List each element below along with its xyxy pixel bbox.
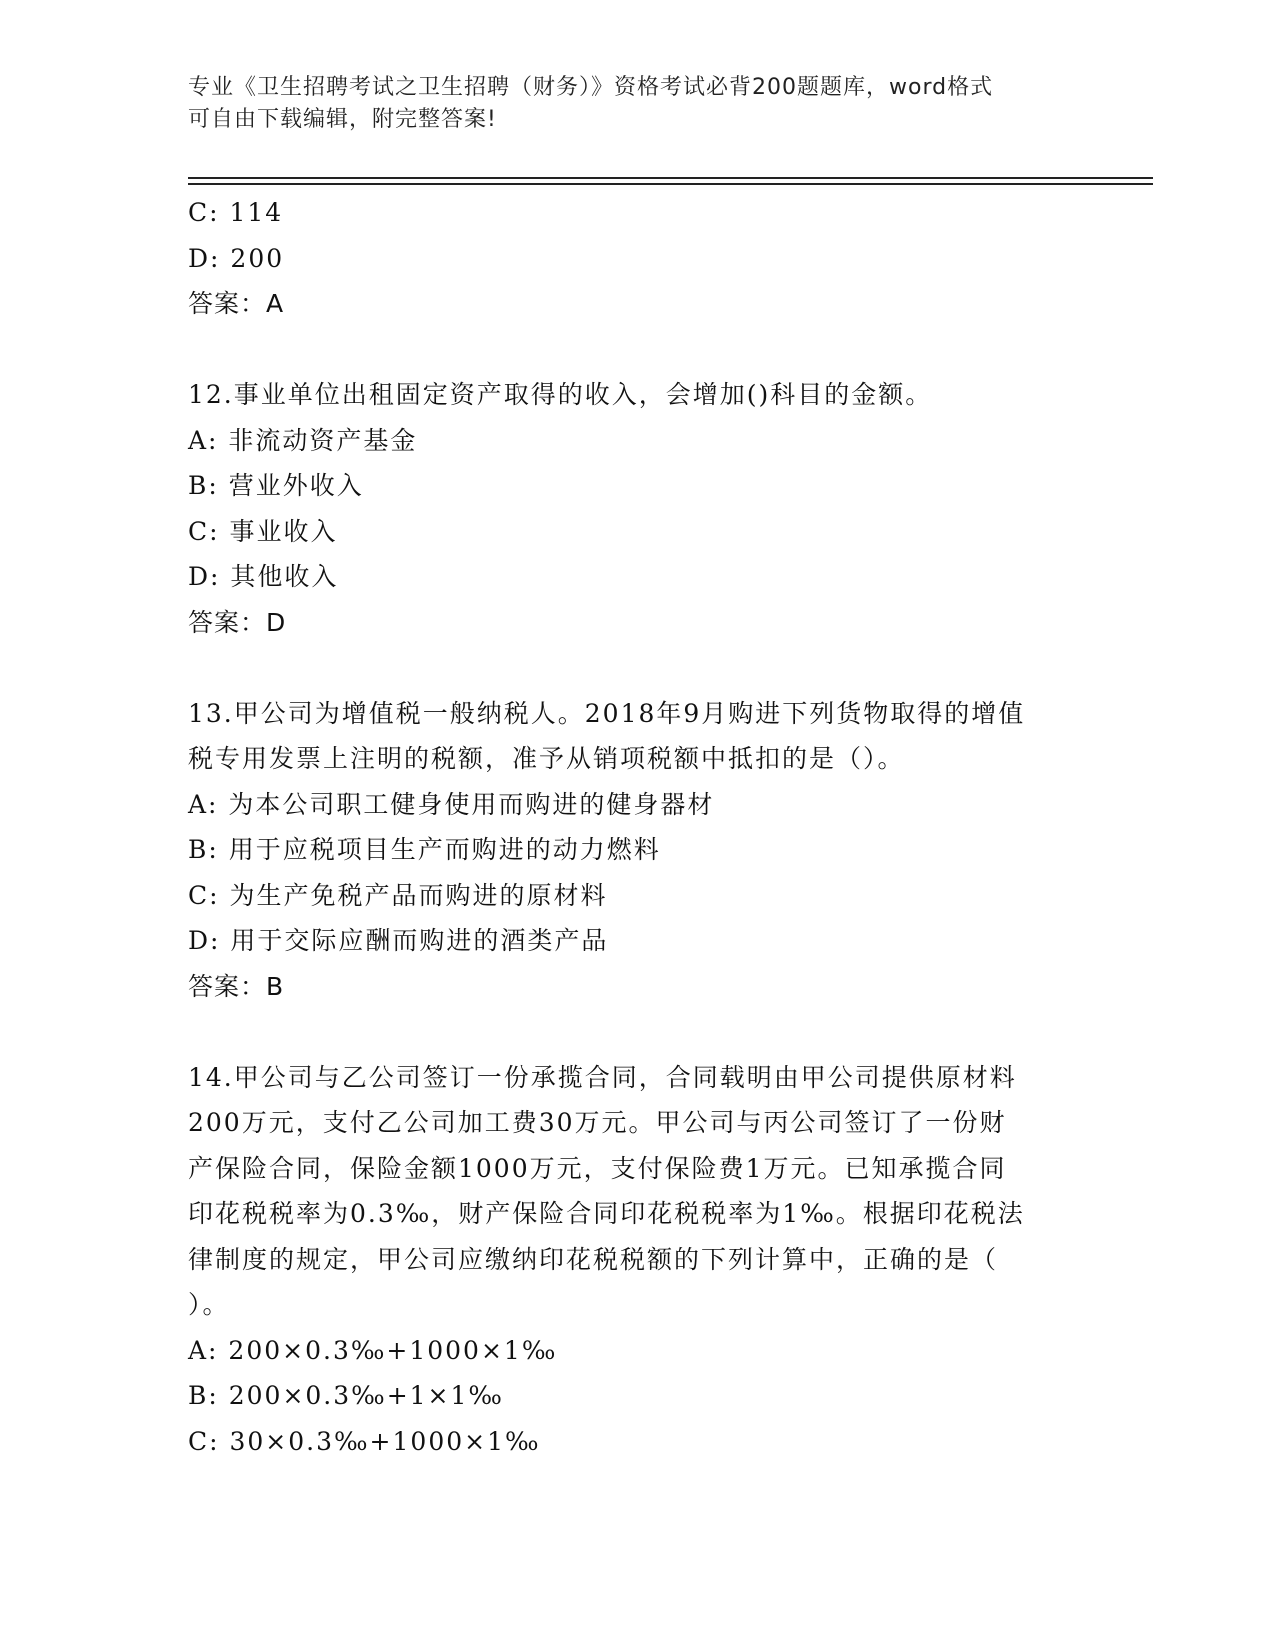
document-body [188,190,1088,1464]
option-d: D: 用于交际应酬而购进的酒类产品 [188,926,609,955]
option-a: A: 为本公司职工健身使用而购进的健身器材 [188,789,715,819]
question-text-line-3: 产保险合同，保险金额1000万元，支付保险费1万元。已知承揽合同 [188,1153,1007,1183]
question-14 [188,1055,1088,1465]
option-b: B: 营业外收入 [188,471,364,500]
question-text-line-6: ）。 [188,1290,230,1319]
option-c: C: 为生产免税产品而购进的原材料 [188,880,608,910]
question-12 [188,372,1088,645]
question-text-line-4: 印花税税率为0.3‰，财产保险合同印花税税率为1‰。根据印花税法 [188,1199,1025,1228]
document-header [188,72,1088,136]
option-c: C: 30×0.3‰+1000×1‰ [188,1426,541,1456]
option-c: C: 事业收入 [188,516,338,546]
option-a: A: 非流动资产基金 [188,425,418,455]
answer: 答案：D [188,607,287,637]
question-text-line-2: 税专用发票上注明的税额，准予从销项税额中抵扣的是（）。 [188,744,905,773]
option-a: A: 200×0.3‰+1000×1‰ [188,1335,558,1365]
option-d: D: 200 [188,243,285,273]
header-rule-bottom [188,183,1153,185]
header-title-line-1: 专业《卫生招聘考试之卫生招聘（财务）》资格考试必背200题题库，word格式 [188,75,994,100]
question-text-line-1: 13.甲公司为增值税一般纳税人。2018年9月购进下列货物取得的增值 [188,698,1026,728]
question-text-line-2: 200万元，支付乙公司加工费30万元。甲公司与丙公司签订了一份财 [188,1108,1007,1137]
option-b: B: 200×0.3‰+1×1‰ [188,1381,504,1410]
header-title-line-2: 可自由下载编辑，附完整答案! [188,107,497,132]
spacer [188,1009,1088,1055]
option-d: D: 其他收入 [188,562,339,591]
option-c: C: 114 [188,198,284,227]
option-b: B: 用于应税项目生产而购进的动力燃料 [188,835,661,864]
question-text: 12.事业单位出租固定资产取得的收入，会增加()科目的金额。 [188,380,933,409]
spacer [188,327,1088,373]
spacer [188,645,1088,691]
question-13 [188,691,1088,1010]
question-text-line-1: 14.甲公司与乙公司签订一份承揽合同，合同载明由甲公司提供原材料 [188,1062,1017,1092]
question-11-tail [188,190,1088,327]
answer: 答案：A [188,289,285,318]
header-rule-top [188,177,1153,179]
question-text-line-5: 律制度的规定，甲公司应缴纳印花税税额的下列计算中，正确的是（ [188,1244,999,1274]
answer: 答案：B [188,971,285,1001]
